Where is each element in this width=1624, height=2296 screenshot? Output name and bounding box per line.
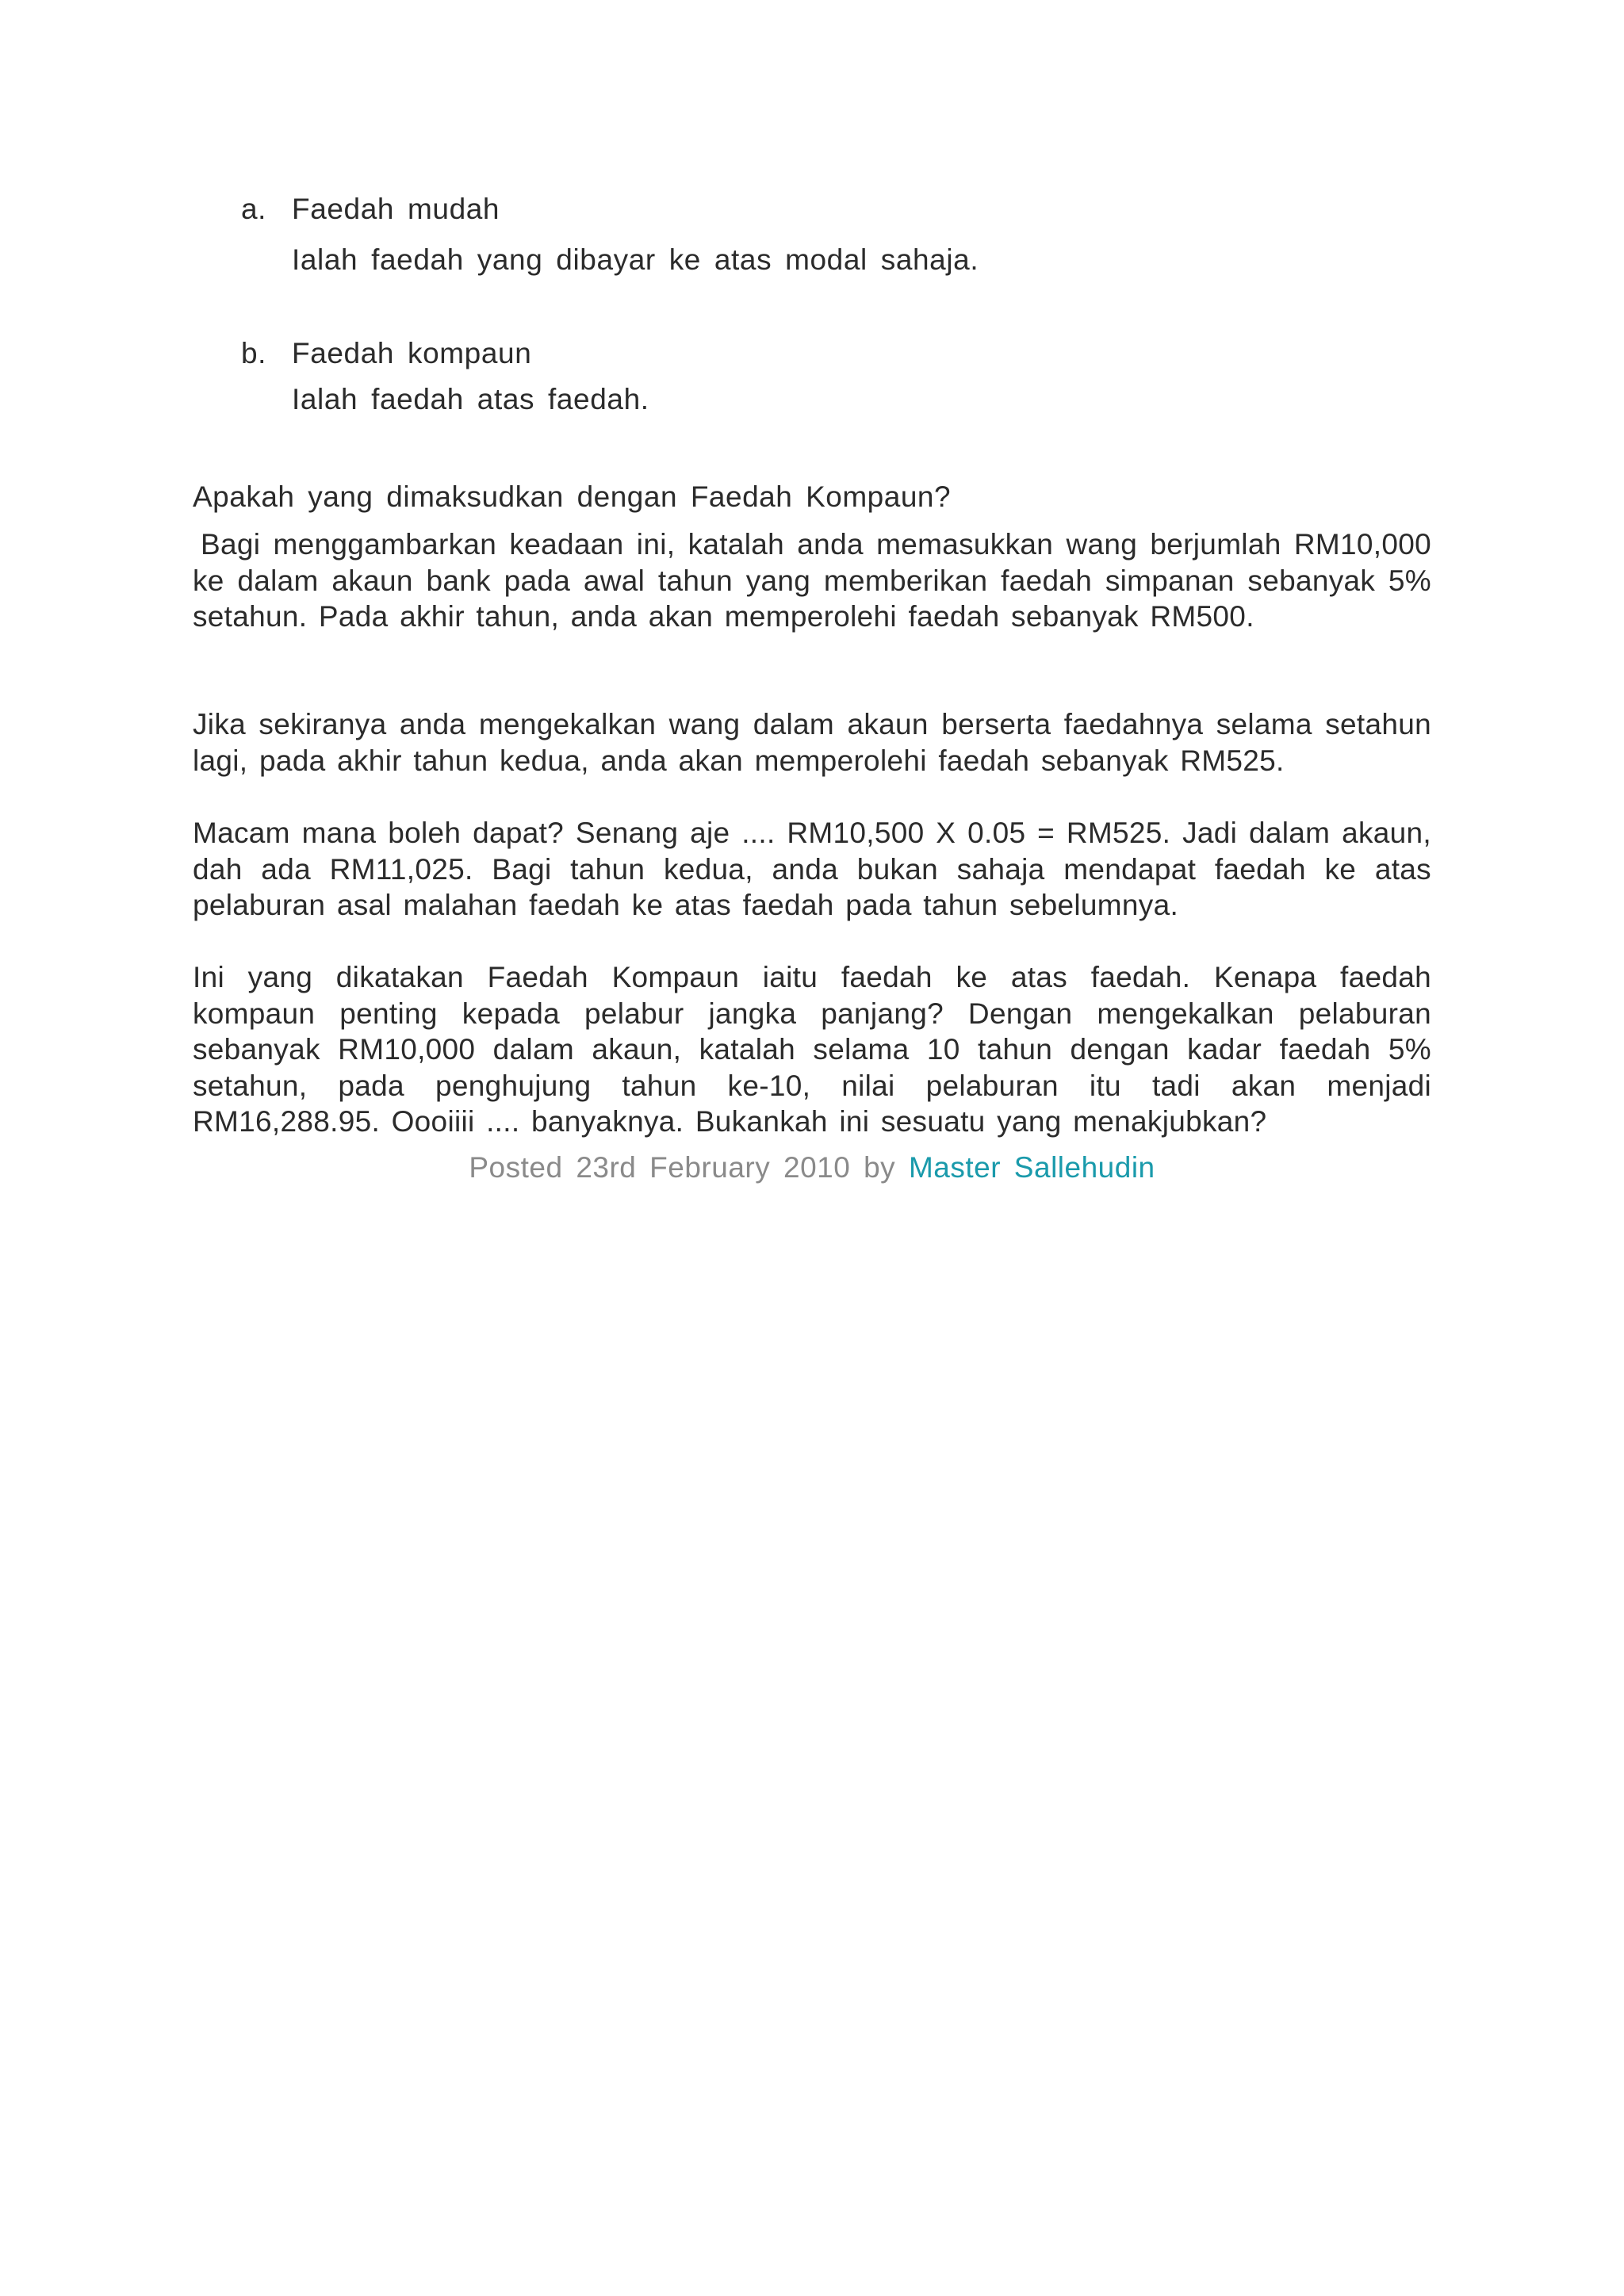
list-definition: Ialah faedah yang dibayar ke atas modal sahaja. (292, 243, 979, 276)
list-definition: Ialah faedah atas faedah. (292, 383, 649, 415)
question-heading: Apakah yang dimaksudkan dengan Faedah Kompaun? (193, 480, 952, 513)
list-marker: b. (241, 337, 267, 369)
posted-date-text: Posted 23rd February 2010 by (469, 1151, 896, 1184)
list-term: Faedah kompaun (292, 337, 532, 369)
paragraph: Macam mana boleh dapat? Senang aje .... RM10,500 X 0.05 = RM525. Jadi dalam akaun, dah ada RM11,025. Bagi tahun kedua, anda bukan sahaja mendapat faedah ke atas pelaburan asal malahan faedah ke atas faedah pada tahun sebelumnya. (193, 817, 1431, 921)
paragraph: Ini yang dikatakan Faedah Kompaun iaitu faedah ke atas faedah. Kenapa faedah kompaun penting kepada pelabur jangka panjang? Dengan mengekalkan pelaburan sebanyak RM10,000 dalam akaun, katalah selama 10 tahun dengan kadar faedah 5% setahun, pada penghujung tahun ke-10, nilai pelaburan itu tadi akan menjadi RM16,288.95. Oooiiii .... banyaknya. Bukankah ini sesuatu yang menakjubkan? (193, 961, 1431, 1138)
post-footer (0, 1150, 1624, 1186)
paragraph: Bagi menggambarkan keadaan ini, katalah anda memasukkan wang berjumlah RM10,000 ke dalam akaun bank pada awal tahun yang memberikan faedah simpanan sebanyak 5% setahun. Pada akhir tahun, anda akan memperolehi faedah sebanyak RM500. (193, 528, 1431, 633)
paragraph: Jika sekiranya anda mengekalkan wang dalam akaun berserta faedahnya selama setahun lagi, pada akhir tahun kedua, anda akan memperolehi faedah sebanyak RM525. (193, 708, 1431, 777)
list-term: Faedah mudah (292, 193, 500, 225)
list-marker: a. (241, 193, 267, 225)
list-item-b (241, 335, 531, 372)
author-link[interactable]: Master Sallehudin (908, 1151, 1155, 1184)
list-item-a (241, 191, 500, 228)
